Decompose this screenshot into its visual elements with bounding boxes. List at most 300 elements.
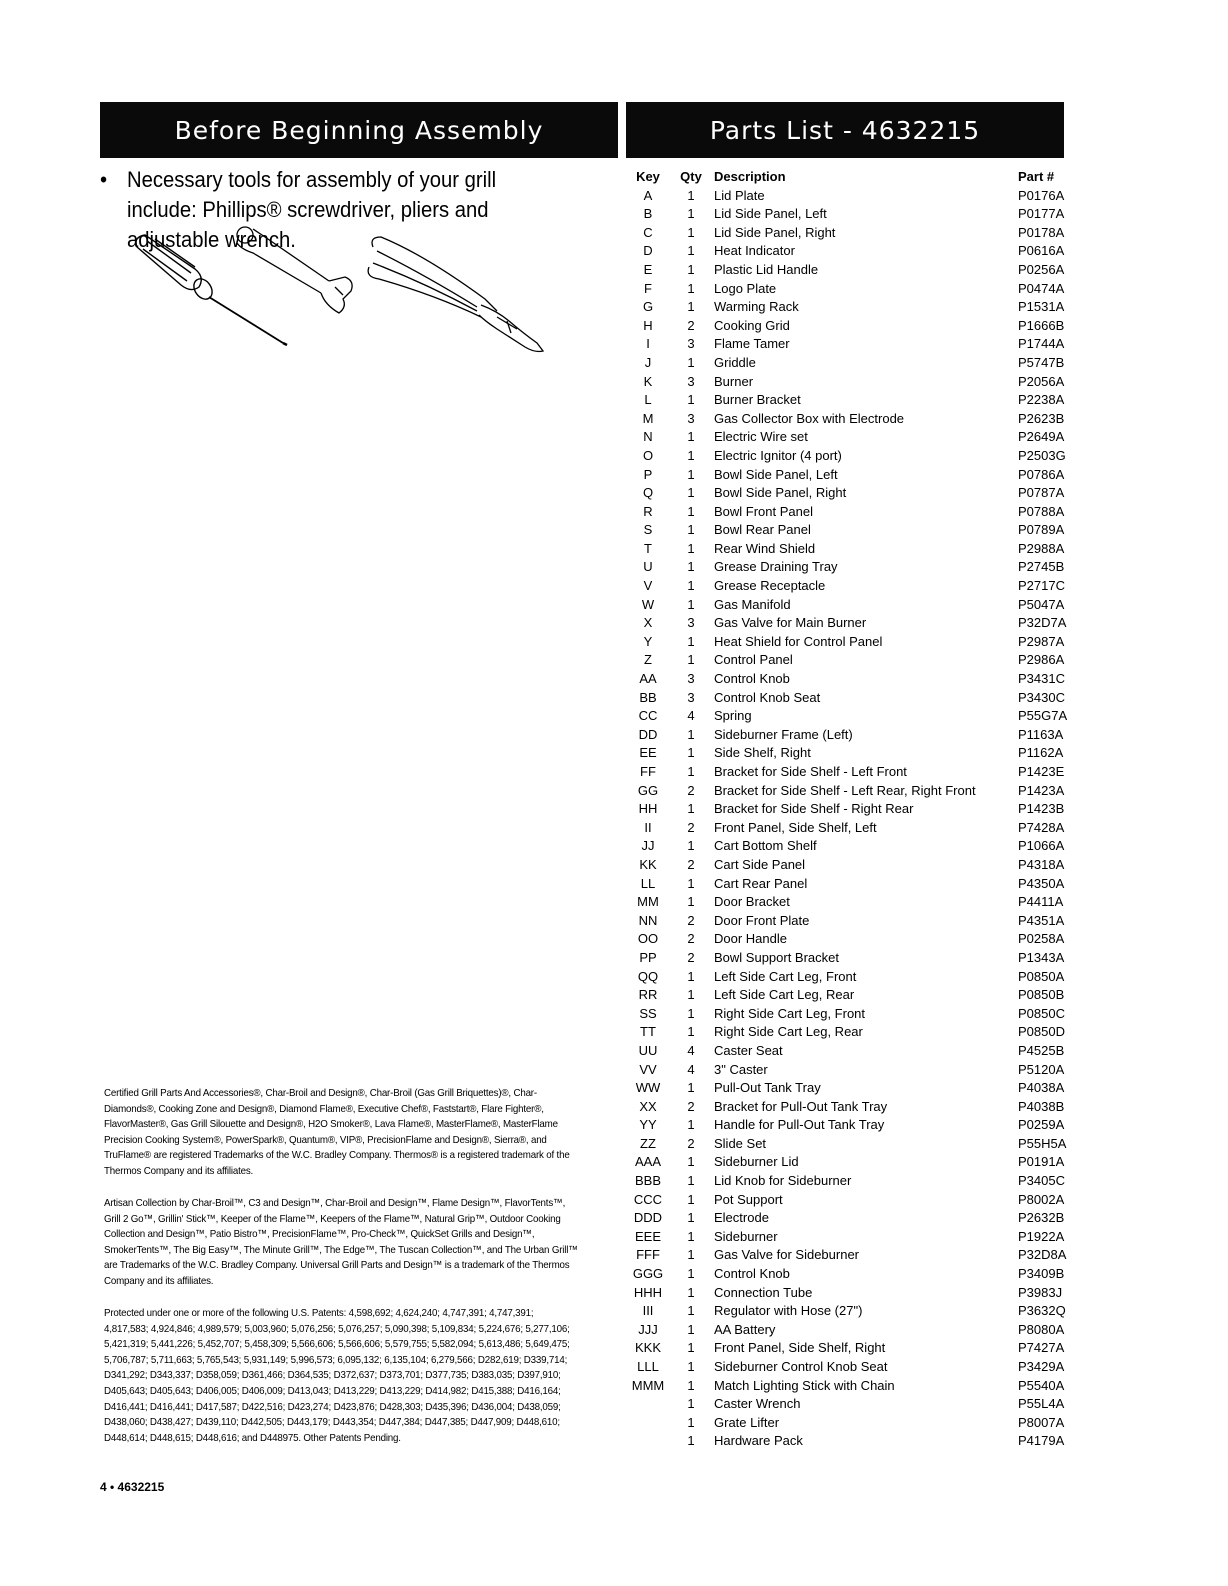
part-number: P5747B	[1018, 354, 1065, 370]
table-row	[626, 596, 1078, 615]
part-description: Gas Collector Box with Electrode	[714, 410, 905, 426]
part-number: P8080A	[1018, 1321, 1065, 1337]
part-number: P1163A	[1018, 726, 1064, 742]
part-qty: 2	[687, 949, 695, 965]
part-qty: 1	[687, 745, 695, 761]
part-key: PP	[639, 949, 657, 965]
table-row	[626, 484, 1078, 503]
part-number: P32D8A	[1018, 1247, 1067, 1263]
table-row	[626, 1079, 1078, 1098]
table-row	[626, 1265, 1078, 1284]
part-number: P0786A	[1018, 466, 1065, 482]
table-row	[626, 800, 1078, 819]
part-description: Connection Tube	[714, 1284, 813, 1300]
part-qty: 1	[687, 1024, 695, 1040]
part-key: F	[644, 280, 652, 296]
part-key	[626, 1432, 670, 1451]
part-qty: 1	[687, 968, 695, 984]
part-number: P1162A	[1018, 745, 1064, 761]
part-qty: 1	[687, 578, 695, 594]
part-number: P0178A	[1018, 224, 1065, 240]
part-key: NN	[638, 912, 658, 928]
patents-notice: Protected under one or more of the following U.S. Patents: 4,598,692; 4,624,240; 4,747,391; 4,747,391; 4,817,583; 4,924,846; 4,989,579; 5,003,960; 5,076,256; 5,076,257; 5,090,398; 5,109,834; 5,224,676; 5,277,106; 5,421,319; 5,441,226; 5,452,707; 5,458,309; 5,566,606; 5,566,606; 5,579,755; 5,582,094; 5,613,486; 5,649,475; 5,706,787; 5,711,663; 5,765,543; 5,931,149; 5,996,573; 6,095,132; 6,135,104; 6,279,566; D282,619; D339,714; D341,292; D343,337; D358,059; D361,466; D364,535; D372,637; D373,701; D377,735; D383,035; D397,910; D405,643; D405,643; D406,005; D406,009; D413,043; D413,229; D413,229; D414,982; D415,388; D416,164; D416,441; D416,441; D417,587; D422,516; D423,274; D423,876; D428,303; D435,396; D436,004; D438,059; D438,060; D438,427; D439,110; D442,505; D443,179; D443,354; D447,384; D447,385; D447,909; D448,610; D448,614; D448,615; D448,616; and D448975. Other Patents Pending.	[104, 1307, 570, 1444]
table-row	[626, 744, 1078, 763]
part-description: Sideburner	[714, 1228, 778, 1244]
part-description: Control Knob Seat	[714, 689, 821, 705]
part-description: Grate Lifter	[714, 1414, 780, 1430]
part-key: LLL	[637, 1359, 659, 1374]
part-description: Left Side Cart Leg, Rear	[714, 987, 855, 1003]
part-key: FFF	[636, 1247, 660, 1263]
part-key: C	[643, 224, 653, 240]
part-number: P5120A	[1018, 1061, 1065, 1077]
table-row	[626, 1284, 1078, 1303]
part-number: P1066A	[1018, 838, 1065, 854]
part-qty: 2	[687, 819, 695, 835]
table-row	[626, 651, 1078, 670]
part-key: UU	[638, 1042, 658, 1058]
part-description: Door Front Plate	[714, 912, 810, 928]
part-qty: 2	[687, 317, 695, 333]
part-key: A	[643, 187, 653, 203]
table-row	[626, 1135, 1078, 1154]
part-key: GGG	[632, 1266, 664, 1282]
part-number: P55L4A	[1018, 1396, 1065, 1412]
part-key: QQ	[637, 968, 659, 984]
part-key	[626, 1414, 670, 1433]
part-key: CCC	[633, 1191, 663, 1207]
part-number: P0616A	[1018, 243, 1065, 259]
part-number: P0850D	[1018, 1024, 1065, 1040]
part-number: P3430C	[1018, 689, 1065, 705]
table-row	[626, 242, 1078, 261]
part-number: P3431C	[1018, 671, 1065, 687]
part-qty: 1	[687, 1433, 695, 1449]
part-key: K	[643, 373, 653, 389]
pliers-icon	[368, 237, 543, 352]
part-number: P2056A	[1018, 373, 1065, 389]
part-qty: 1	[687, 1359, 695, 1374]
part-description: Gas Valve for Main Burner	[714, 615, 867, 631]
part-key: VV	[639, 1061, 657, 1077]
part-qty: 3	[687, 671, 695, 687]
bullet: •	[100, 167, 108, 192]
part-description: Logo Plate	[714, 280, 777, 296]
part-description: Sideburner Control Knob Seat	[714, 1359, 888, 1374]
part-key: BBB	[634, 1173, 661, 1189]
part-description: Bracket for Pull-Out Tank Tray	[714, 1098, 888, 1114]
part-description: Caster Wrench	[714, 1396, 801, 1412]
table-row	[626, 466, 1078, 485]
part-description: Right Side Cart Leg, Front	[714, 1005, 866, 1021]
part-qty: 1	[687, 1228, 695, 1244]
part-key: GG	[637, 782, 659, 798]
part-key: JJ	[641, 838, 655, 854]
part-qty: 1	[687, 652, 695, 668]
part-number: P2745B	[1018, 559, 1065, 575]
table-row	[626, 354, 1078, 373]
part-key: DDD	[633, 1210, 663, 1226]
part-description: Heat Indicator	[714, 243, 795, 259]
table-row	[626, 670, 1078, 689]
table-row	[626, 1005, 1078, 1024]
part-number: P4038A	[1018, 1080, 1065, 1096]
table-row	[626, 930, 1078, 949]
tools-note-text: Necessary tools for assembly of your grill include: Phillips® screwdriver, pliers and adjustable wrench.	[127, 167, 497, 252]
part-number: P2632B	[1018, 1210, 1065, 1226]
part-number: P0474A	[1018, 280, 1065, 296]
part-number: P1343A	[1018, 949, 1065, 965]
part-qty: 1	[687, 764, 695, 779]
part-description: AA Battery	[714, 1321, 776, 1337]
table-row	[626, 912, 1078, 931]
part-key: O	[642, 447, 654, 463]
table-row	[626, 1358, 1078, 1377]
table-row	[626, 317, 1078, 336]
table-row	[626, 428, 1078, 447]
part-description: Burner	[714, 373, 754, 389]
part-qty: 1	[687, 596, 695, 612]
tools-illustration	[125, 225, 565, 365]
trademarks-unregistered: Artisan Collection by Char-Broil™, C3 and Design™, Char-Broil and Design™, Flame Design™, FlavorTents™, Grill 2 Go™, Grillin' Stick™, Keeper of the Flame™, Keepers of the Flame™, Natural Grip™, Outdoor Cooking Collection and Design™, Patio Bistro™, PrecisionFlame™, Pro-Check™, QuickSet Grills and Design™, SmokerTents™, The Big Easy™, The Minute Grill™, The Edge™, The Tuscan Collection™, and The Urban Grill™ are Trademarks of the W.C. Bradley Company. Universal Grill Parts and Design™ is a trademark of the Thermos Company and its affiliates.	[104, 1197, 578, 1287]
part-key: L	[644, 392, 652, 408]
part-description: Cart Rear Panel	[714, 875, 808, 891]
part-key: JJJ	[638, 1321, 658, 1337]
part-qty: 2	[687, 1135, 695, 1151]
part-description: Caster Seat	[714, 1042, 783, 1058]
part-number: P0256A	[1018, 261, 1065, 277]
part-number: P8007A	[1018, 1414, 1065, 1430]
part-description: Slide Set	[714, 1135, 767, 1151]
part-key: S	[643, 522, 653, 538]
part-number: P3409B	[1018, 1266, 1065, 1282]
part-number: P2717C	[1018, 578, 1065, 594]
part-qty: 1	[687, 1191, 695, 1207]
part-qty: 1	[687, 875, 695, 891]
part-description: Hardware Pack	[714, 1433, 803, 1449]
table-row	[626, 373, 1078, 392]
part-qty: 1	[687, 540, 695, 556]
part-key: N	[643, 429, 653, 445]
table-row	[626, 726, 1078, 745]
part-description: Regulator with Hose (27")	[714, 1303, 863, 1319]
part-key: R	[643, 503, 653, 519]
part-key: B	[643, 206, 653, 222]
part-qty: 2	[687, 782, 695, 798]
part-description: Grease Receptacle	[714, 578, 826, 594]
table-row	[626, 410, 1078, 429]
part-key: D	[643, 243, 653, 259]
part-key: I	[646, 336, 650, 352]
table-row	[626, 893, 1078, 912]
part-key: FF	[640, 764, 656, 779]
part-key	[626, 1395, 670, 1414]
table-row	[626, 558, 1078, 577]
part-qty: 1	[687, 1117, 695, 1133]
part-number: P0850A	[1018, 968, 1065, 984]
part-number: P5540A	[1018, 1377, 1065, 1393]
part-description: Burner Bracket	[714, 392, 801, 408]
part-qty: 1	[687, 354, 695, 370]
table-row	[626, 689, 1078, 708]
part-qty: 1	[687, 801, 695, 817]
table-row	[626, 1023, 1078, 1042]
part-key: WW	[635, 1080, 661, 1096]
part-qty: 2	[687, 1098, 695, 1114]
part-number: P4350A	[1018, 875, 1065, 891]
screwdriver-icon	[136, 235, 287, 345]
table-row	[626, 503, 1078, 522]
part-key: MMM	[631, 1377, 665, 1393]
part-description: Electric Ignitor (4 port)	[714, 447, 842, 463]
part-description: Side Shelf, Right	[714, 745, 811, 761]
part-number: P32D7A	[1018, 615, 1067, 631]
part-qty: 1	[687, 429, 695, 445]
part-qty: 1	[687, 1303, 695, 1319]
table-row	[626, 1042, 1078, 1061]
part-description: Sideburner Frame (Left)	[714, 726, 853, 742]
part-qty: 3	[687, 373, 695, 389]
part-description: 3" Caster	[714, 1061, 768, 1077]
part-description: Front Panel, Side Shelf, Left	[714, 819, 877, 835]
parts-table-body	[626, 187, 1078, 1451]
part-description: Door Bracket	[714, 894, 790, 910]
part-qty: 1	[687, 1414, 695, 1430]
part-description: Front Panel, Side Shelf, Right	[714, 1340, 886, 1356]
part-description: Bowl Front Panel	[714, 503, 813, 519]
part-qty: 1	[687, 726, 695, 742]
part-number: P4038B	[1018, 1098, 1065, 1114]
part-qty: 1	[687, 522, 695, 538]
part-description: Gas Manifold	[714, 596, 791, 612]
part-qty: 1	[687, 1377, 695, 1393]
banner-title: Parts List - 4632215	[709, 115, 981, 145]
qty-header: Qty	[680, 169, 702, 184]
table-row	[626, 837, 1078, 856]
part-qty: 1	[687, 559, 695, 575]
part-qty: 4	[687, 1042, 695, 1058]
parts-table	[626, 168, 1078, 1451]
part-key: EEE	[634, 1228, 661, 1244]
part-qty: 1	[687, 392, 695, 408]
part-qty: 1	[687, 633, 695, 649]
part-description: Control Knob	[714, 1266, 790, 1282]
part-key: P	[643, 466, 653, 482]
part-key: G	[642, 299, 654, 315]
part-description: Warming Rack	[714, 299, 799, 315]
page-number: 4 • 4632215	[100, 1480, 165, 1494]
part-number: P2988A	[1018, 540, 1065, 556]
part-qty: 2	[687, 912, 695, 928]
table-row	[626, 614, 1078, 633]
trademarks-registered: Certified Grill Parts And Accessories®, Char-Broil and Design®, Char-Broil (Gas Grill Briquettes)®, Char-Diamonds®, Cooking Zone and Design®, Diamond Flame®, Executive Chef®, Faststart®, Flare Fighter®, FlavorMaster®, Gas Grill Silouette and Design®, H2O Smoker®, Lava Flame®, MasterFlame®, MasterFlame Precision Cooking System®, PowerSpark®, Quantum®, VIP®, PrecisionFlame and Design®, Sierra®, and TruFlame® are registered Trademarks of the W.C. Bradley Company. Thermos® is a registered trademark of the Thermos Company and its affiliates.	[104, 1087, 570, 1177]
part-description: Electric Wire set	[714, 429, 808, 445]
table-row	[626, 1098, 1078, 1117]
part-description: Rear Wind Shield	[714, 540, 816, 556]
part-description: Handle for Pull-Out Tank Tray	[714, 1117, 885, 1133]
part-key: V	[643, 578, 653, 594]
part-number: P0788A	[1018, 503, 1065, 519]
part-number: P0850C	[1018, 1005, 1065, 1021]
part-description: Control Panel	[714, 652, 793, 668]
part-key: T	[644, 540, 652, 556]
part-description: Lid Knob for Sideburner	[714, 1173, 852, 1189]
part-qty: 3	[687, 410, 695, 426]
table-row	[626, 707, 1078, 726]
part-number: P1744A	[1018, 336, 1065, 352]
part-qty: 1	[687, 280, 695, 296]
part-description: Flame Tamer	[714, 336, 790, 352]
part-qty: 1	[687, 466, 695, 482]
key-header: Key	[636, 169, 660, 184]
table-row	[626, 577, 1078, 596]
part-qty: 1	[687, 1005, 695, 1021]
part-key: SS	[639, 1005, 657, 1021]
part-qty: 1	[687, 1266, 695, 1282]
part-number: P0850B	[1018, 987, 1065, 1003]
part-number: P3983J	[1018, 1284, 1063, 1300]
part-number: P55G7A	[1018, 708, 1068, 724]
part-key: CC	[638, 708, 658, 724]
part-number: P5047A	[1018, 596, 1065, 612]
part-description: Lid Side Panel, Left	[714, 206, 827, 222]
part-key: Q	[642, 485, 654, 501]
table-row	[626, 968, 1078, 987]
part-description: Bracket for Side Shelf - Left Front	[714, 764, 907, 779]
part-description: Pull-Out Tank Tray	[714, 1080, 821, 1096]
part-qty: 1	[687, 1247, 695, 1263]
table-row	[626, 1209, 1078, 1228]
adjustable-wrench-icon	[237, 227, 352, 313]
part-qty: 1	[687, 1284, 695, 1300]
part-key: LL	[640, 875, 656, 891]
part-number: P8002A	[1018, 1191, 1065, 1207]
table-row	[626, 298, 1078, 317]
part-qty: 4	[687, 708, 695, 724]
part-number: P0176A	[1018, 187, 1065, 203]
part-key: III	[642, 1303, 654, 1319]
part-qty: 1	[687, 838, 695, 854]
table-row	[626, 1339, 1078, 1358]
part-key: AA	[639, 671, 657, 687]
part-description: Grease Draining Tray	[714, 559, 838, 575]
part-key: TT	[640, 1024, 656, 1040]
table-row	[626, 447, 1078, 466]
part-qty: 1	[687, 1321, 695, 1337]
table-row	[626, 819, 1078, 838]
part-number: P2649A	[1018, 429, 1065, 445]
table-row	[626, 1321, 1078, 1340]
part-key: Z	[644, 652, 652, 668]
part-qty: 1	[687, 1210, 695, 1226]
part-description: Electrode	[714, 1210, 769, 1226]
part-description: Cooking Grid	[714, 317, 790, 333]
part-key: E	[643, 261, 653, 277]
part-key: X	[643, 615, 653, 631]
part-key: H	[643, 317, 653, 333]
part-key: Y	[643, 633, 653, 649]
part-key: OO	[637, 931, 659, 947]
part-description: Lid Plate	[714, 187, 765, 203]
part-key: J	[644, 354, 652, 370]
part-qty: 1	[687, 485, 695, 501]
table-row	[626, 782, 1078, 801]
table-row	[626, 335, 1078, 354]
part-key: XX	[639, 1098, 657, 1114]
part-key: ZZ	[640, 1135, 656, 1151]
table-row	[626, 391, 1078, 410]
part-qty: 1	[687, 1154, 695, 1170]
table-row	[626, 1172, 1078, 1191]
part-qty: 1	[687, 1340, 695, 1356]
part-description: Bowl Rear Panel	[714, 522, 811, 538]
part-number: P2986A	[1018, 652, 1065, 668]
table-row	[626, 763, 1078, 782]
part-number: P7427A	[1018, 1340, 1065, 1356]
part-number: P4351A	[1018, 912, 1065, 928]
part-number: P1423E	[1018, 764, 1065, 779]
table-row	[626, 224, 1078, 243]
part-number: P55H5A	[1018, 1135, 1067, 1151]
part-key: AAA	[634, 1154, 661, 1170]
part-key: RR	[638, 987, 658, 1003]
before-beginning-assembly-banner	[100, 102, 618, 158]
part-qty: 3	[687, 615, 695, 631]
part-number: P0787A	[1018, 485, 1065, 501]
part-description: Bracket for Side Shelf - Left Rear, Right Front	[714, 782, 976, 798]
part-qty: 1	[687, 894, 695, 910]
part-description: Plastic Lid Handle	[714, 261, 819, 277]
part-qty: 1	[687, 503, 695, 519]
part-number: P7428A	[1018, 819, 1065, 835]
part-description: Bowl Support Bracket	[714, 949, 840, 965]
part-number: P2987A	[1018, 633, 1065, 649]
table-row	[626, 1061, 1078, 1080]
table-row	[626, 1153, 1078, 1172]
part-number: P4179A	[1018, 1433, 1065, 1449]
table-row	[626, 986, 1078, 1005]
part-key: EE	[639, 745, 657, 761]
table-row	[626, 875, 1078, 894]
part-qty: 2	[687, 931, 695, 947]
table-row	[626, 1191, 1078, 1210]
part-number: P1666B	[1018, 317, 1065, 333]
table-row	[626, 949, 1078, 968]
part-number: P3632Q	[1018, 1303, 1066, 1319]
part-key: II	[644, 819, 652, 835]
part-key: YY	[639, 1117, 657, 1133]
part-qty: 1	[687, 224, 695, 240]
part-description: Bowl Side Panel, Left	[714, 466, 838, 482]
part-number: P2238A	[1018, 392, 1065, 408]
part-description: Pot Support	[714, 1191, 783, 1207]
part-number: P4411A	[1018, 894, 1064, 910]
table-row	[626, 205, 1078, 224]
part-number: P1423A	[1018, 782, 1065, 798]
parts-table-header	[626, 168, 1078, 187]
part-qty: 1	[687, 1396, 695, 1412]
part-number: P1531A	[1018, 299, 1065, 315]
part-qty: 1	[687, 1080, 695, 1096]
part-description: Griddle	[714, 354, 756, 370]
part-description: Door Handle	[714, 931, 787, 947]
table-row	[626, 261, 1078, 280]
part-description: Cart Side Panel	[714, 856, 806, 872]
part-description: Cart Bottom Shelf	[714, 838, 817, 854]
table-row	[626, 521, 1078, 540]
part-number-header: Part #	[1018, 169, 1055, 184]
part-qty: 1	[687, 243, 695, 259]
